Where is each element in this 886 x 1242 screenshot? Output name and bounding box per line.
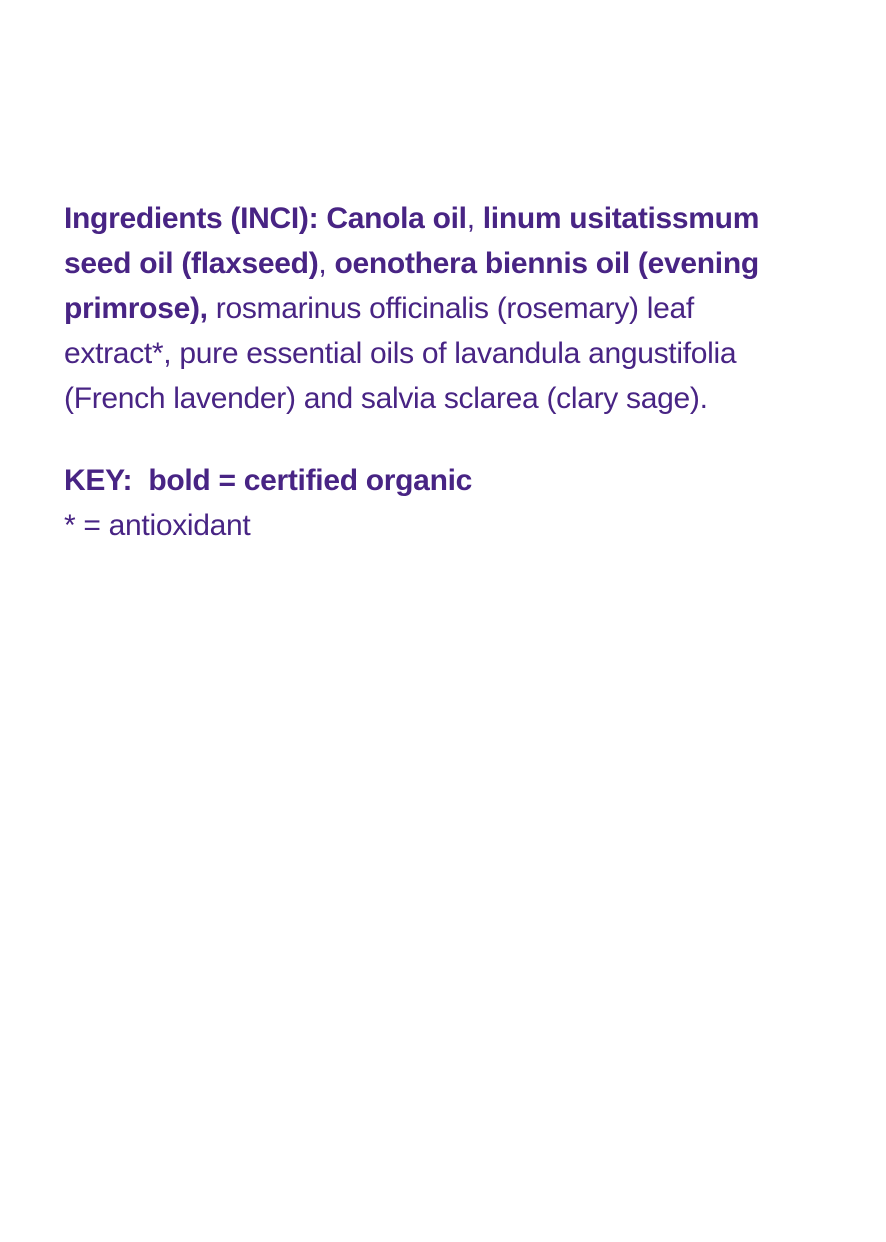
text-segment: Ingredients (INCI): Canola oil	[64, 202, 467, 235]
text-line	[64, 196, 824, 241]
text-segment: primrose),	[64, 292, 208, 325]
ingredients-label	[64, 196, 824, 548]
text-segment: ,	[318, 247, 335, 280]
key-legend	[64, 458, 824, 548]
text-line	[64, 376, 824, 421]
text-line	[64, 241, 824, 286]
ingredients-paragraph	[64, 196, 824, 421]
text-line	[64, 286, 824, 331]
text-segment: rosmarinus officinalis (rosemary) leaf	[207, 292, 694, 325]
text-line	[64, 458, 824, 503]
text-segment: linum usitatissmum	[482, 202, 760, 235]
text-segment: extract*, pure essential oils of lavandula angustifolia	[64, 337, 737, 370]
text-line	[64, 503, 824, 548]
text-segment: oenothera biennis oil (evening	[334, 247, 759, 280]
text-line	[64, 331, 824, 376]
text-segment: seed oil (flaxseed)	[64, 247, 319, 280]
text-segment: (French lavender) and salvia sclarea (clary sage).	[64, 382, 708, 415]
text-segment: ,	[466, 202, 483, 235]
text-segment: KEY: bold = certified organic	[64, 464, 473, 497]
text-segment: * = antioxidant	[64, 509, 251, 542]
